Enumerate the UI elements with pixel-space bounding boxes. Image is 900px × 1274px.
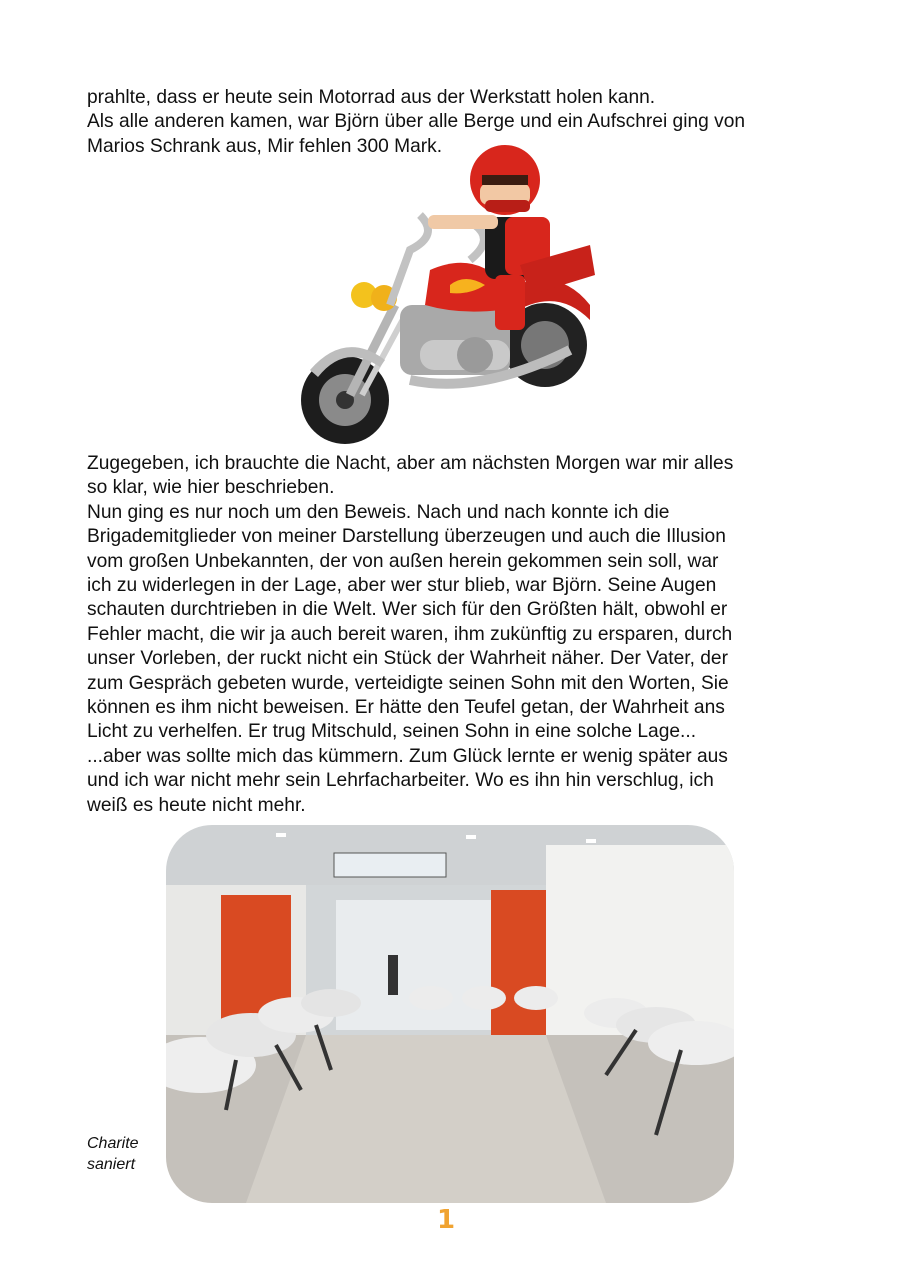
- text-line: Marios Schrank aus, Mir fehlen 300 Mark.: [87, 135, 443, 157]
- text-line: Zugegeben, ich brauchte die Nacht, aber am nächsten Morgen war mir alles: [87, 453, 734, 474]
- text-line: unser Vorleben, der ruckt nicht ein Stück der Wahrheit näher. Der Vater, der: [87, 648, 728, 670]
- text-line: können es ihm nicht beweisen. Er hätte den Teufel getan, der Wahrheit ans: [87, 697, 725, 719]
- text-line: so klar, wie hier beschrieben.: [87, 477, 335, 499]
- caption-line: Charite: [87, 1135, 139, 1152]
- text-line: ich zu widerlegen in der Lage, aber wer stur blieb, war Björn. Seine Augen: [87, 575, 717, 597]
- text-line: Fehler macht, die wir ja auch bereit waren, ihm zukünftig zu ersparen, durch: [87, 623, 733, 645]
- text-line: und ich war nicht mehr sein Lehrfacharbeiter. Wo es ihn hin verschlug, ich: [87, 770, 714, 792]
- text-line: ...aber was sollte mich das kümmern. Zum Glück lernte er wenig später aus: [87, 745, 728, 767]
- text-line: Brigademitglieder von meiner Darstellung überzeugen und auch die Illusion: [87, 526, 726, 548]
- text-block-bottom: [87, 452, 827, 818]
- text-line: prahlte, dass er heute sein Motorrad aus der Werkstatt holen kann.: [87, 87, 656, 108]
- toy-motorcycle-image: [300, 145, 605, 450]
- text-line: Nun ging es nur noch um den Beweis. Nach und nach konnte ich die: [87, 501, 670, 523]
- text-line: schauten durchtrieben in die Welt. Wer sich für den Größten hält, obwohl er: [87, 599, 728, 621]
- text-line: vom großen Unbekannten, der von außen herein gekommen sein soll, war: [87, 550, 719, 572]
- page-number: 1: [437, 1205, 456, 1235]
- text-line: zum Gespräch gebeten wurde, verteidigte seinen Sohn mit den Worten, Sie: [87, 672, 729, 694]
- text-line: weiß es heute nicht mehr.: [87, 794, 306, 816]
- caption-line: saniert: [87, 1156, 136, 1173]
- photo-caption: [87, 1133, 139, 1175]
- text-line: Als alle anderen kamen, war Björn über alle Berge und ein Aufschrei ging von: [87, 111, 746, 133]
- text-line: Licht zu verhelfen. Er trug Mitschuld, seinen Sohn in eine solche Lage...: [87, 721, 697, 743]
- hospital-lobby-photo: [166, 825, 734, 1203]
